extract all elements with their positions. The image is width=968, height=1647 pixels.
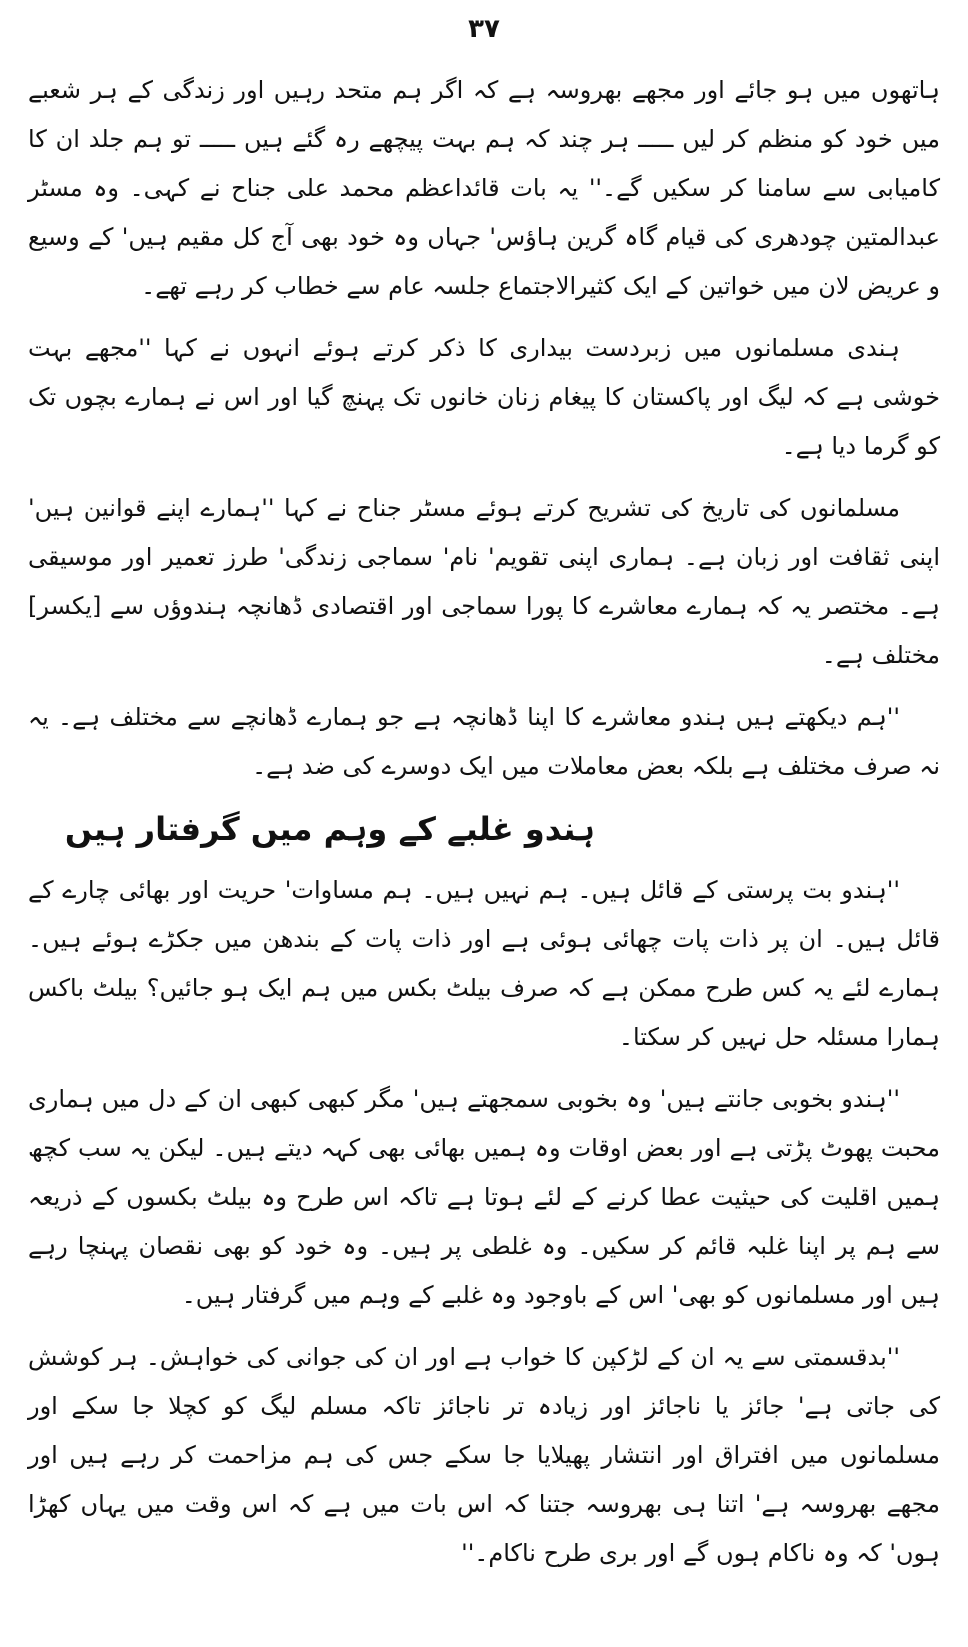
body-text bbox=[28, 66, 940, 1591]
paragraph-awakening: ہندی مسلمانوں میں زبردست بیداری کا ذکر کرتے ہوئے انہوں نے کہا ''مجھے بہت خوشی ہے کہ لیگ اور پاکستان کا پیغام زنان خانوں تک پہنچ گیا اور اس نے ہمارے بچوں تک کو گرما دیا ہے۔ bbox=[28, 334, 940, 460]
paragraph-idolatry: ''ہندو بت پرستی کے قائل ہیں۔ ہم نہیں ہیں۔ ہم مساوات' حریت اور بھائی چارے کے قائل ہیں۔ ان پر ذات پات چھائی ہوئی ہے اور ذات پات کے بندھن میں جکڑے ہوئے ہیں۔ ہمارے لئے یہ کس طرح ممکن ہے کہ صرف بیلٹ بکس میں ہم ایک ہو جائیں؟ بیلٹ باکس ہمارا مسئلہ حل نہیں کر سکتا۔ bbox=[28, 876, 940, 1051]
section-heading: ہندو غلبے کے وہم میں گرفتار ہیں bbox=[64, 810, 595, 848]
paragraph-misfortune: ''بدقسمتی سے یہ ان کے لڑکپن کا خواب ہے اور ان کی جوانی کی خواہش۔ ہر کوشش کی جاتی ہے' جائز یا ناجائز اور زیادہ تر ناجائز تاکہ مسلم لیگ کو کچلا جا سکے اور مسلمانوں میں افتراق اور انتشار پھیلایا جا سکے جس کی ہم مزاحمت کر رہے ہیں اور مجھے بھروسہ ہے' اتنا ہی بھروسہ جتنا کہ اس بات میں ہے کہ اس وقت میں یہاں کھڑا ہوں' کہ وہ ناکام ہوں گے اور بری طرح ناکام۔'' bbox=[28, 1343, 940, 1567]
paragraph-intro-continuation: ہاتھوں میں ہو جائے اور مجھے بھروسہ ہے کہ اگر ہم متحد رہیں اور زندگی کے ہر شعبے میں خود کو منظم کر لیں ـــــ ہر چند کہ ہم بہت پیچھے رہ گئے ہیں ـــــ تو ہم جلد ان کا کامیابی سے سامنا کر سکیں گے۔'' یہ بات قائداعظم محمد علی جناح نے کہی۔ وہ مسٹر عبدالمتین چودھری کی قیام گاہ گرین ہاؤس' جہاں وہ خود بھی آج کل مقیم ہیں' کے وسیع و عریض لان میں خواتین کے ایک کثیرالاجتماع جلسہ عام سے خطاب کر رہے تھے۔ bbox=[28, 76, 940, 300]
page-number: ۳۷ bbox=[468, 14, 500, 44]
paragraph-ballot-box: ''ہندو بخوبی جانتے ہیں' وہ بخوبی سمجھتے ہیں' مگر کبھی کبھی ان کے دل میں ہماری محبت پھوٹ پڑتی ہے اور بعض اوقات وہ ہمیں بھائی بھی کہہ دیتے ہیں۔ لیکن یہ سب کچھ ہمیں اقلیت کی حیثیت عطا کرنے کے لئے ہوتا ہے تاکہ اس طرح وہ بیلٹ بکسوں کے ذریعہ سے ہم پر اپنا غلبہ قائم کر سکیں۔ وہ غلطی پر ہیں۔ وہ خود کو بھی نقصان پہنچا رہے ہیں اور مسلمانوں کو بھی' اس کے باوجود وہ غلبے کے وہم میں گرفتار ہیں۔ bbox=[28, 1085, 941, 1309]
paragraph-history: مسلمانوں کی تاریخ کی تشریح کرتے ہوئے مسٹر جناح نے کہا ''ہمارے اپنے قوانین ہیں' اپنی ثقافت اور زبان ہے۔ ہماری اپنی تقویم' نام' سماجی زندگی' طرز تعمیر اور موسیقی ہے۔ مختصر یہ کہ ہمارے معاشرے کا پورا سماجی اور اقتصادی ڈھانچہ ہندوؤں سے [یکسر] مختلف ہے۔ bbox=[28, 494, 940, 669]
paragraph-hindu-society: ''ہم دیکھتے ہیں ہندو معاشرے کا اپنا ڈھانچہ ہے جو ہمارے ڈھانچے سے مختلف ہے۔ یہ نہ صرف مختلف ہے بلکہ بعض معاملات میں ایک دوسرے کی ضد ہے۔ bbox=[28, 703, 940, 780]
